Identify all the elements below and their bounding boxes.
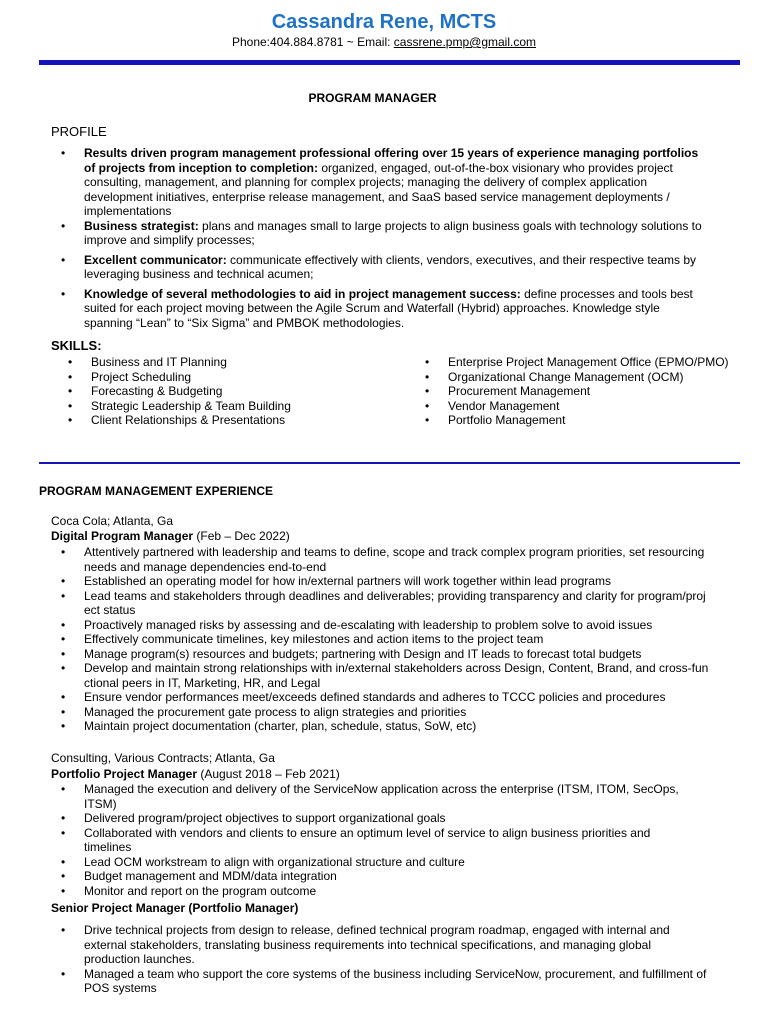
skill-item: • Enterprise Project Management Office (EPMO/PMO) — [448, 355, 748, 370]
job-bullet: • Established an operating model for how in/external partners will work together within lead programs — [84, 574, 714, 589]
skills-left-column — [91, 355, 391, 428]
job-bullets — [84, 545, 714, 734]
profile-item-text: define processes and tools best suited for each project moving between the Agile Scrum and Waterfall (Hybrid) approaches. Knowledge style spanning “Lean” to “Six Sigma” and PMBOK methodologies. — [84, 286, 693, 330]
skill-item: • Procurement Management — [448, 384, 748, 399]
header-divider — [39, 60, 740, 65]
job-bullet: • Monitor and report on the program outcome — [84, 884, 684, 899]
job-dates: (Feb – Dec 2022) — [193, 529, 290, 543]
job-title-line — [51, 767, 340, 782]
skill-item: • Client Relationships & Presentations — [91, 413, 391, 428]
job-bullet: • Manage program(s) resources and budgets; partnering with Design and IT leads to forecast total budgets — [84, 647, 714, 662]
job-bullet: • Managed the procurement gate process to align strategies and priorities — [84, 705, 714, 720]
job-bullet: • Delivered program/project objectives to support organizational goals — [84, 811, 684, 826]
job-bullet: • Managed a team who support the core systems of the business including ServiceNow, procurement, and fulfillment of POS systems — [84, 967, 709, 996]
profile-item-text: plans and manages small to large projects to align business goals with technology solutions to improve and simplify processes; — [84, 218, 702, 247]
email-separator: ~ Email: — [343, 35, 394, 49]
job-bullets — [84, 923, 709, 996]
job-bullet: • Lead OCM workstream to align with organizational structure and culture — [84, 855, 684, 870]
job-title: Senior Project Manager (Portfolio Manager) — [51, 901, 299, 915]
skill-item: • Project Scheduling — [91, 370, 391, 385]
phone-label: Phone: — [231, 35, 271, 49]
profile-item — [84, 253, 704, 282]
job-bullet: • Budget management and MDM/data integration — [84, 869, 684, 884]
profile-item-text: organized, engaged, out-of-the-box visionary who provides project consulting, management, and planning for complex projects; managing the delivery of complex application development initiatives, enterprise release management, and SaaS based service management deployments / implementations — [84, 160, 673, 218]
job-bullet: • Collaborated with vendors and clients to ensure an optimum level of service to align business priorities and timelines — [84, 826, 684, 855]
skill-item: • Strategic Leadership & Team Building — [91, 399, 391, 414]
job-bullet: • Managed the execution and delivery of the ServiceNow application across the enterprise (ITSM, ITOM, SecOps, ITSM) — [84, 782, 684, 811]
profile-list — [84, 146, 704, 335]
job-bullet: • Maintain project documentation (charter, plan, schedule, status, SoW, etc) — [84, 719, 714, 734]
profile-item-lead: Business strategist: — [84, 218, 199, 233]
job-company: Coca Cola; Atlanta, Ga — [51, 514, 174, 528]
job-title: Portfolio Project Manager — [51, 767, 198, 781]
document-title: PROGRAM MANAGER — [308, 91, 437, 105]
skill-item: • Forecasting & Budgeting — [91, 384, 391, 399]
job-bullet: • Effectively communicate timelines, key milestones and action items to the project team — [84, 632, 714, 647]
skill-item: • Portfolio Management — [448, 413, 748, 428]
profile-item-lead: Results driven program management professional offering over 15 years of experience managing portfolios of projects from inception to completion: — [84, 146, 699, 175]
skill-item: • Vendor Management — [448, 399, 748, 414]
skill-item: • Business and IT Planning — [91, 355, 391, 370]
profile-item — [84, 219, 704, 248]
job-title: Digital Program Manager — [51, 529, 194, 543]
profile-heading: PROFILE — [51, 124, 107, 139]
profile-item-text: communicate effectively with clients, vendors, executives, and their respective teams by leveraging business and technical acumen; — [84, 252, 697, 281]
job-bullet: • Ensure vendor performances meet/exceeds defined standards and adheres to TCCC policies and procedures — [84, 690, 714, 705]
skills-right-column — [448, 355, 748, 428]
candidate-name: Cassandra Rene, MCTS — [271, 11, 497, 33]
phone-number: 404.884.8781 — [270, 35, 344, 49]
job-dates: (August 2018 – Feb 2021) — [197, 767, 340, 781]
job-bullet: • Drive technical projects from design to release, defined technical program roadmap, engaged with internal and external stakeholders, translating business requirements into technical specifications, and managing global production launches. — [84, 923, 709, 967]
job-title-line — [51, 529, 290, 544]
profile-item-lead: Excellent communicator: — [84, 252, 227, 267]
experience-heading: PROGRAM MANAGEMENT EXPERIENCE — [39, 484, 274, 498]
skills-heading: SKILLS: — [51, 338, 102, 353]
section-divider — [39, 462, 740, 464]
contact-line — [0, 35, 768, 50]
skill-item: • Organizational Change Management (OCM) — [448, 370, 748, 385]
job-bullet: • Proactively managed risks by assessing and de-escalating with leadership to problem solve to avoid issues — [84, 618, 714, 633]
profile-item — [84, 287, 704, 331]
profile-item-lead: Knowledge of several methodologies to aid in project management success: — [84, 286, 521, 301]
profile-item — [84, 146, 704, 219]
job-title-line — [51, 901, 298, 916]
job-bullet: • Develop and maintain strong relationships with in/external stakeholders across Design, Content, Brand, and cross-fun ctional peers in IT, Marketing, HR, and Legal — [84, 661, 714, 690]
job-company: Consulting, Various Contracts; Atlanta, Ga — [51, 751, 275, 765]
job-bullet: • Attentively partnered with leadership and teams to define, scope and track complex program priorities, set resourcing needs and manage dependencies end-to-end — [84, 545, 714, 574]
job-bullets — [84, 782, 684, 898]
job-bullet: • Lead teams and stakeholders through deadlines and deliverables; providing transparency and clarity for program/proj ect status — [84, 589, 714, 618]
email-link[interactable]: cassrene.pmp@gmail.com — [393, 35, 537, 49]
